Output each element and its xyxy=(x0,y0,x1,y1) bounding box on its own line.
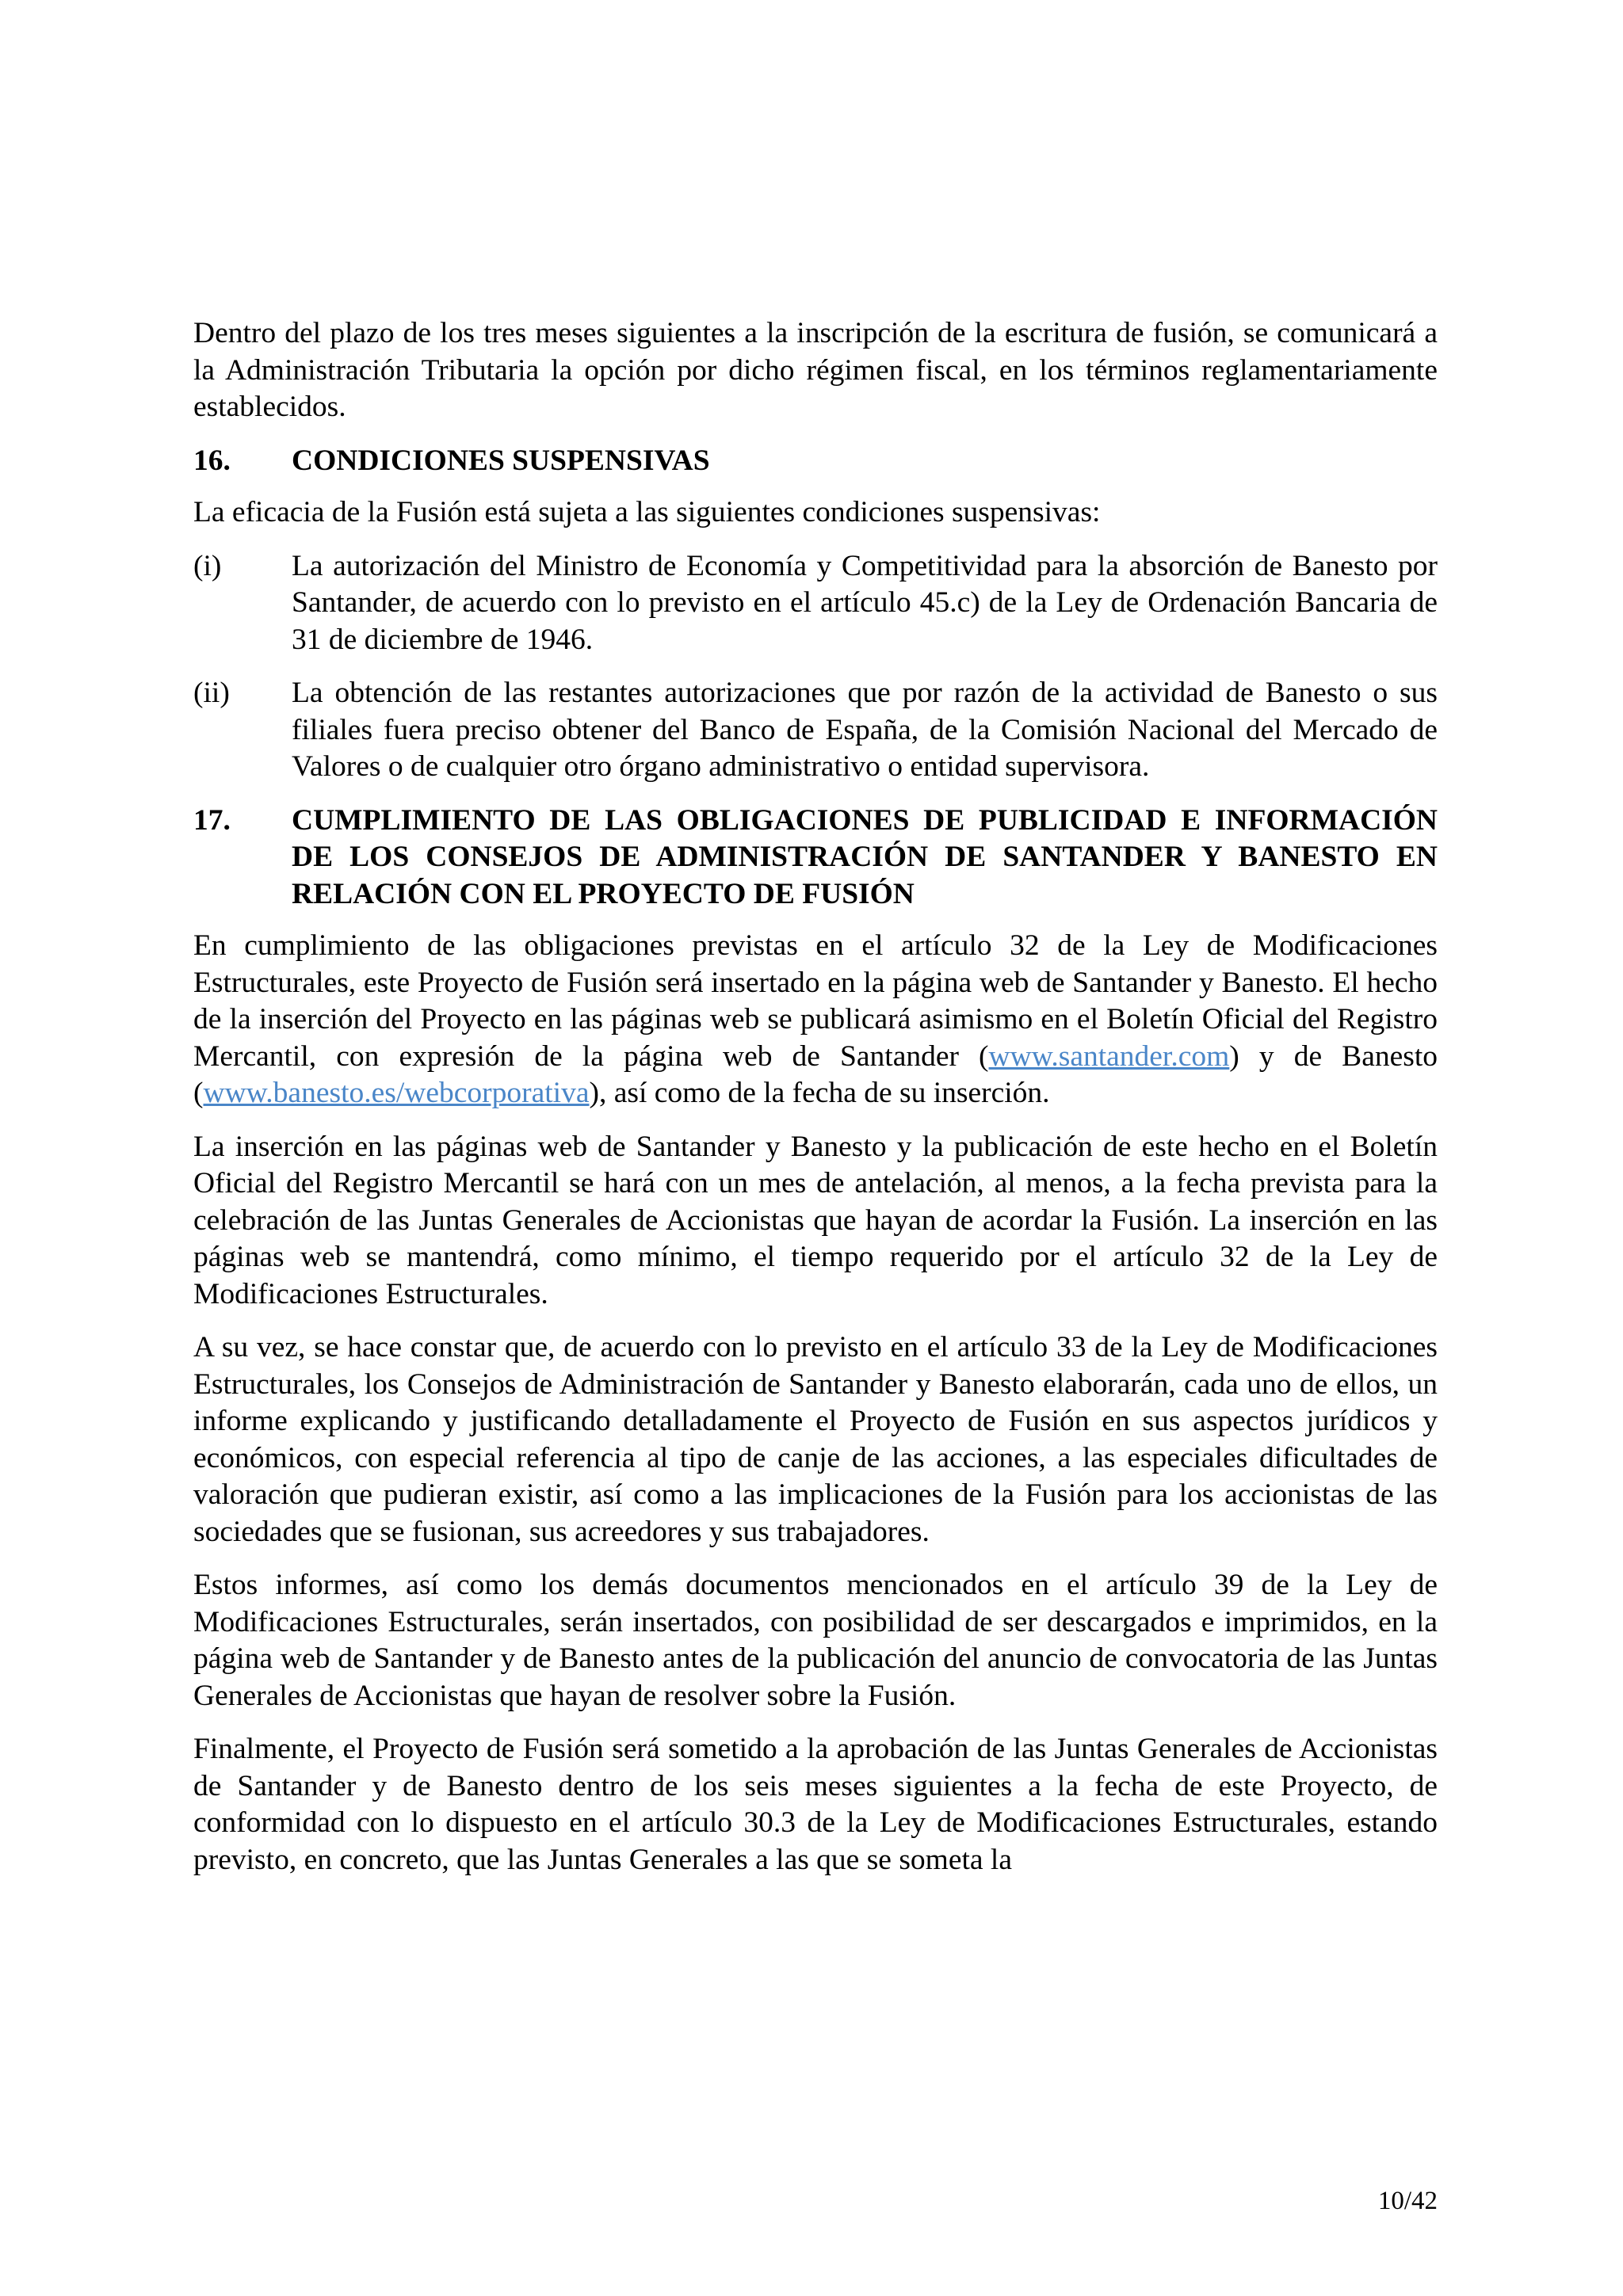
banesto-website-link[interactable]: www.banesto.es/webcorporativa xyxy=(203,1077,590,1109)
section-17-paragraph-5: Finalmente, el Proyecto de Fusión será sometido a la aprobación de las Juntas Generales de Accionistas de Santander y de Banesto dentro de los seis meses siguientes a la fecha de este Proyecto, de conformidad con lo dispuesto en el artículo 30.3 de la Ley de Modificaciones Estructurales, estando previsto, en concreto, que las Juntas Generales a las que se someta la xyxy=(193,1733,1438,1876)
document-page xyxy=(193,315,1438,1895)
section-17-paragraph-4: Estos informes, así como los demás documentos mencionados en el artículo 39 de la Ley de Modificaciones Estructurales, serán insertados, con posibilidad de ser descargados e imprimidos, en la página web de Santander y de Banesto antes de la publicación del anuncio de convocatoria de las Juntas Generales de Accionistas que hayan de resolver sobre la Fusión. xyxy=(193,1569,1438,1712)
section-title: CONDICIONES SUSPENSIVAS xyxy=(292,444,710,477)
section-17-paragraph-2: La inserción en las páginas web de Santander y Banesto y la publicación de este hecho en el Boletín Oficial del Registro Mercantil se hará con un mes de antelación, al menos, a la fecha prevista para la celebración de las Juntas Generales de Accionistas que hayan de acordar la Fusión. La inserción en las páginas web se mantendrá, como mínimo, el tiempo requerido por el artículo 32 de la Ley de Modificaciones Estructurales. xyxy=(193,1130,1438,1310)
section-16-heading xyxy=(193,443,1438,480)
page-number: 10/42 xyxy=(1377,2187,1438,2215)
section-number: 16. xyxy=(193,444,231,477)
section-title: CUMPLIMIENTO DE LAS OBLIGACIONES DE PUBLICIDAD E INFORMACIÓN DE LOS CONSEJOS DE ADMINISTRACIÓN DE SANTANDER Y BANESTO EN RELACIÓN CON EL PROYECTO DE FUSIÓN xyxy=(292,803,1438,910)
section-17-paragraph-3: A su vez, se hace constar que, de acuerdo con lo previsto en el artículo 33 de la Ley de Modificaciones Estructurales, los Consejos de Administración de Santander y Banesto elaborarán, cada uno de ellos, un informe explicando y justificando detalladamente el Proyecto de Fusión en sus aspectos jurídicos y económicos, con especial referencia al tipo de canje de las acciones, a las especiales dificultades de valoración que pudieran existir, así como a las implicaciones de la Fusión para los accionistas de las sociedades que se fusionan, sus acreedores y sus trabajadores. xyxy=(193,1331,1438,1548)
paragraph-text: ), así como de la fecha de su inserción. xyxy=(589,1077,1050,1109)
section-17-paragraph-1 xyxy=(193,928,1438,1112)
section-16-lead: La eficacia de la Fusión está sujeta a las siguientes condiciones suspensivas: xyxy=(193,496,1101,528)
paragraph-text: En cumplimiento de las obligaciones previstas en el artículo 32 de la Ley de Modificaciones Estructurales, este Proyecto de Fusión será insertado en la página web de Santander y Banesto. El hecho de la inserción del Proyecto en las páginas web se publicará asimismo en el Boletín Oficial del Registro Mercantil, con expresión de la página web de Santander ( xyxy=(193,929,1438,1073)
paragraph-text: ) y de Banesto ( xyxy=(193,1039,1438,1109)
list-marker: (i) xyxy=(193,549,222,582)
section-17-heading xyxy=(193,803,1438,913)
list-marker: (ii) xyxy=(193,677,230,709)
condition-item xyxy=(193,548,1438,659)
intro-paragraph: Dentro del plazo de los tres meses siguientes a la inscripción de la escritura de fusión, se comunicará a la Administración Tributaria la opción por dicho régimen fiscal, en los términos reglamentariamente establecidos. xyxy=(193,317,1438,423)
list-item-text: La autorización del Ministro de Economía y Competitividad para la absorción de Banesto por Santander, de acuerdo con lo previsto en el artículo 45.c) de la Ley de Ordenación Bancaria de 31 de diciembre de 1946. xyxy=(292,549,1438,656)
section-number: 17. xyxy=(193,803,231,837)
santander-website-link[interactable]: www.santander.com xyxy=(988,1039,1230,1073)
list-item-text: La obtención de las restantes autorizaciones que por razón de la actividad de Banesto o sus filiales fuera preciso obtener del Banco de España, de la Comisión Nacional del Mercado de Valores o de cualquier otro órgano administrativo o entidad supervisora. xyxy=(292,677,1438,783)
condition-item xyxy=(193,675,1438,786)
